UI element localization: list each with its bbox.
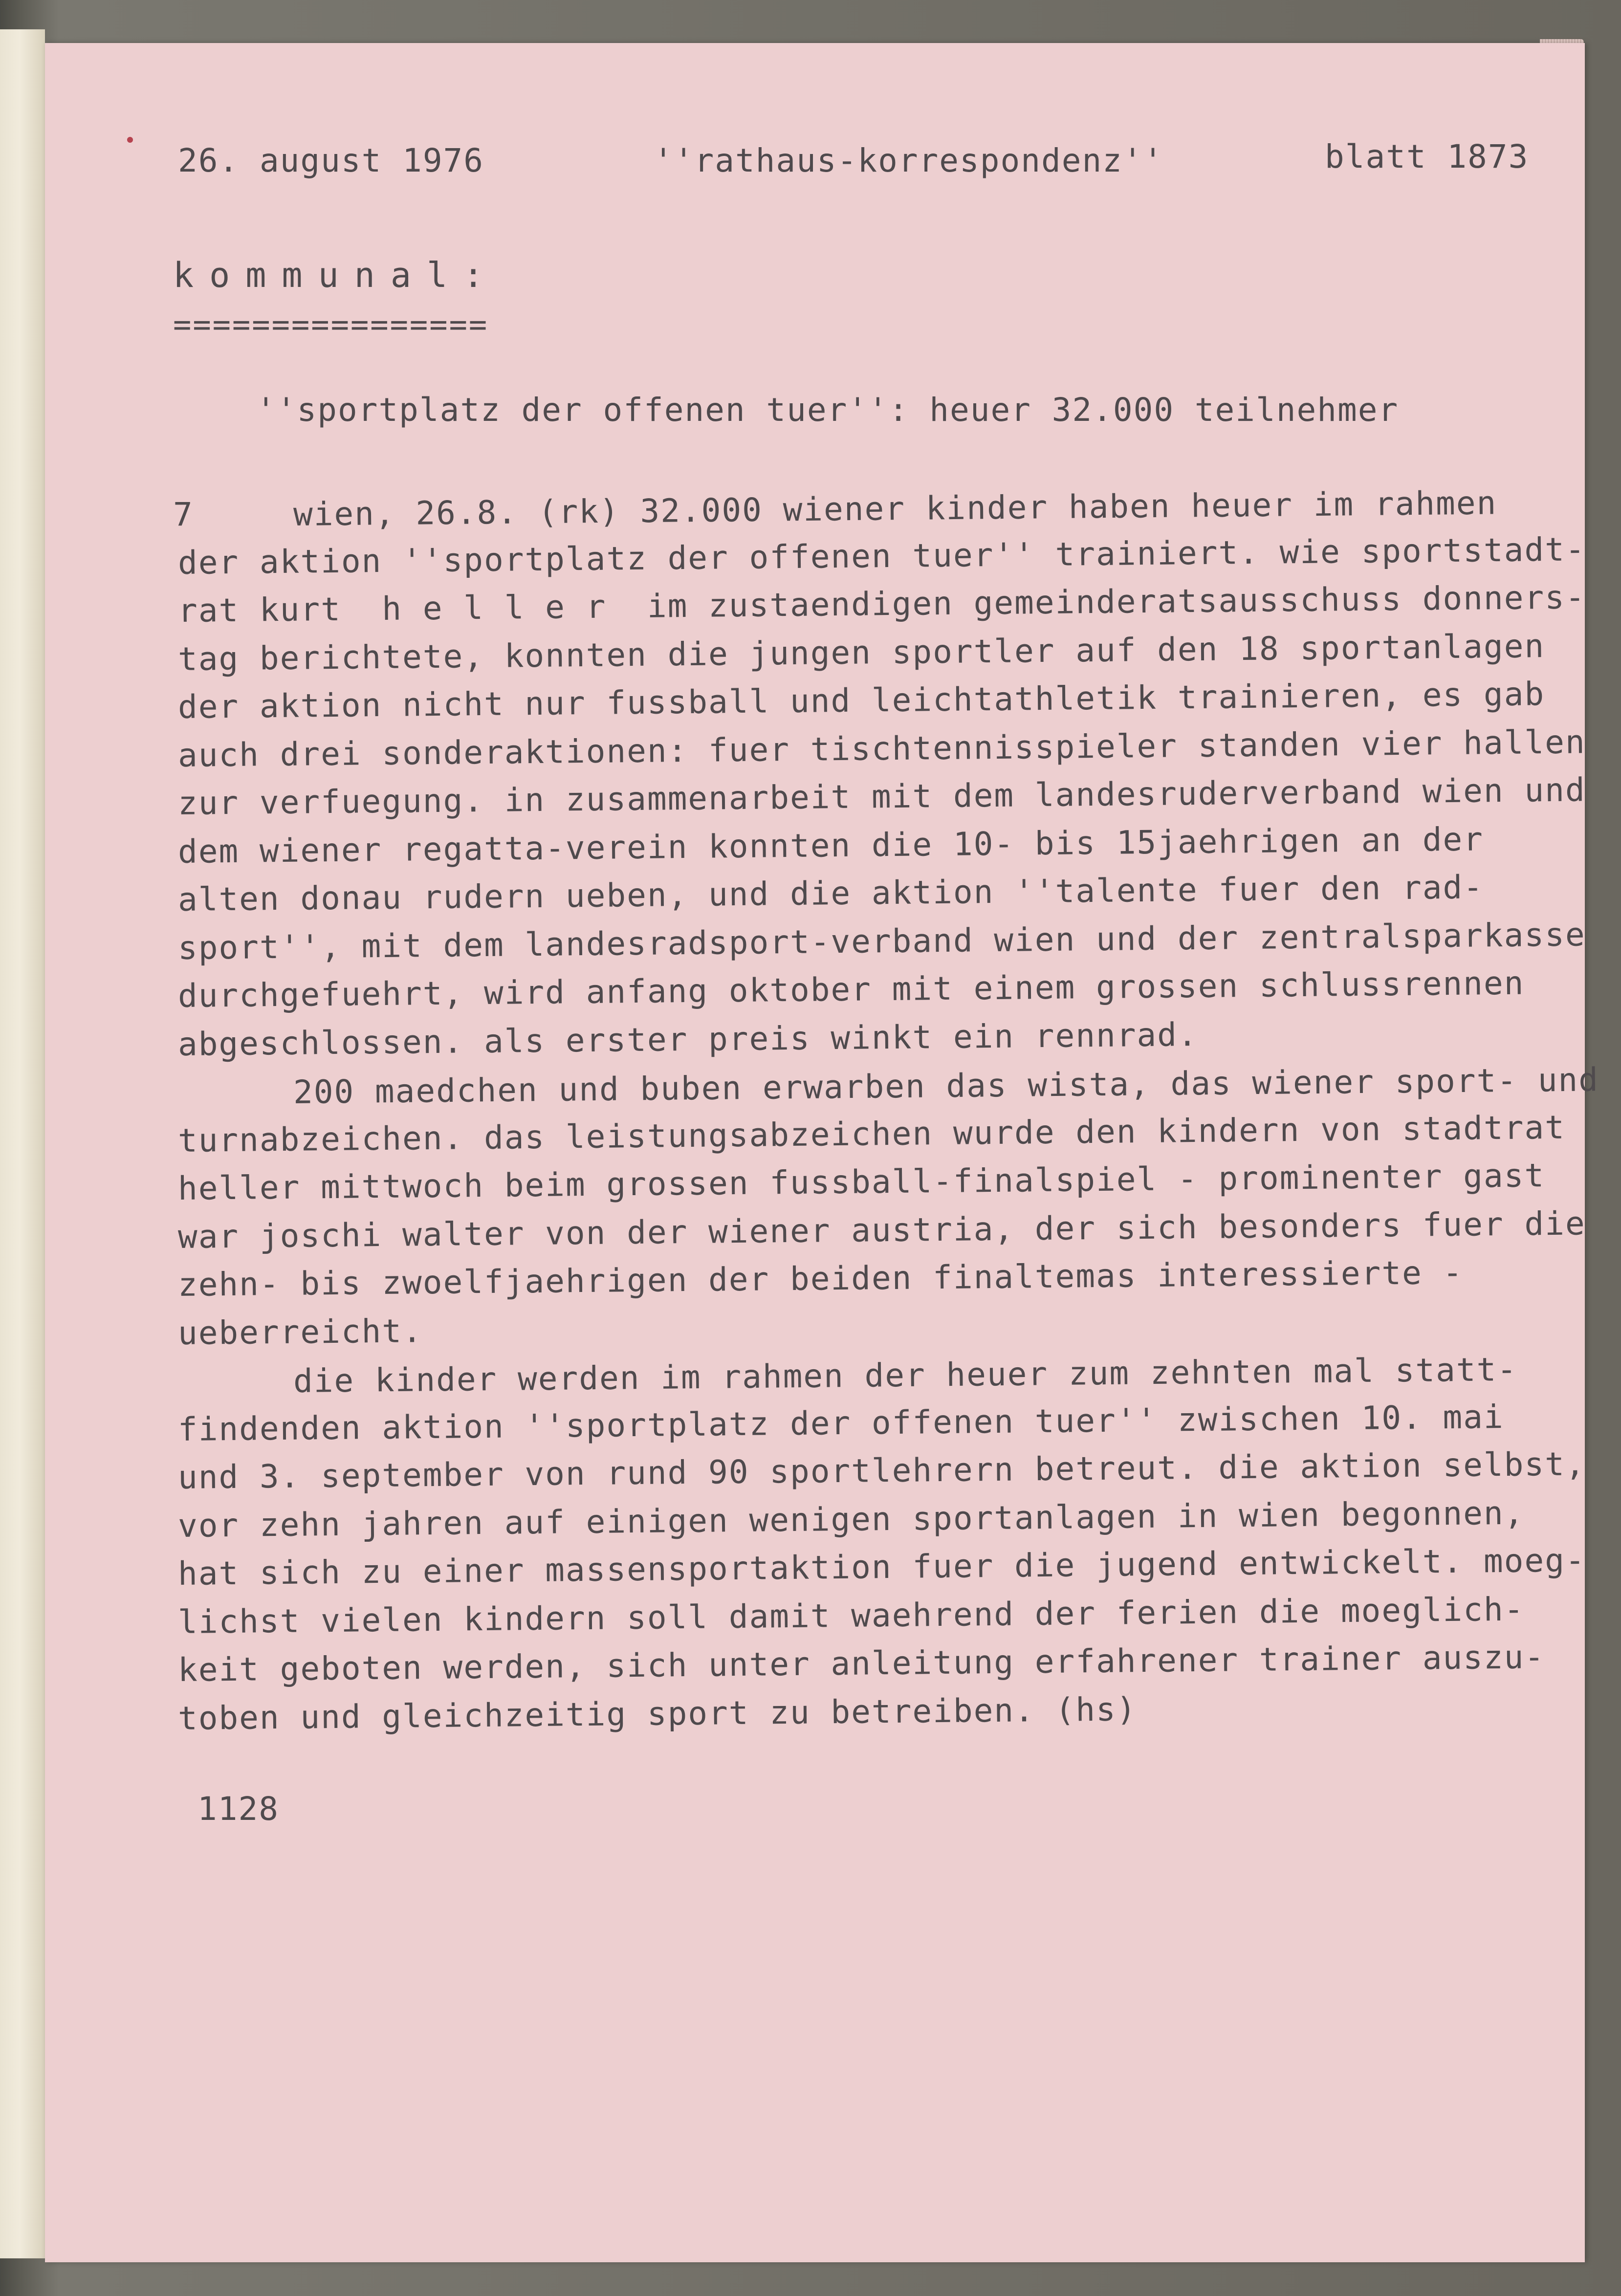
article-number: 7 xyxy=(173,496,194,533)
article-line: durchgefuehrt, wird anfang oktober mit einem grossen schlussrennen xyxy=(177,964,1525,1015)
article-line: 200 maedchen und buben erwarben das wista, das wiener sport- und xyxy=(293,1061,1599,1111)
article-line: alten donau rudern ueben, und die aktion ''talente fuer den rad- xyxy=(177,868,1484,918)
footer-code: 1128 xyxy=(197,1790,279,1828)
facing-page-edge xyxy=(0,29,45,2258)
article-line: toben und gleichzeitig sport zu betreiben. (hs) xyxy=(177,1690,1137,1737)
article-line: auch drei sonderaktionen: fuer tischtennisspieler standen vier hallen xyxy=(177,722,1586,774)
article-line: abgeschlossen. als erster preis winkt ein rennrad. xyxy=(177,1015,1199,1063)
article-line: war joschi walter von der wiener austria, der sich besonders fuer die xyxy=(177,1204,1586,1256)
article-line: heller mittwoch beim grossen fussball-finalspiel - prominenter gast xyxy=(177,1157,1545,1207)
article-line: wien, 26.8. (rk) 32.000 wiener kinder haben heuer im rahmen xyxy=(293,484,1497,533)
header-source: ''rathaus-korrespondenz'' xyxy=(654,142,1164,179)
article-line: keit geboten werden, sich unter anleitung erfahrener trainer auszu- xyxy=(177,1638,1545,1689)
article-line: der aktion nicht nur fussball und leichtathletik trainieren, es gab xyxy=(177,675,1545,726)
article-title: ''sportplatz der offenen tuer'': heuer 32.000 teilnehmer xyxy=(256,391,1399,429)
article-line: und 3. september von rund 90 sportlehrern betreut. die aktion selbst, xyxy=(177,1445,1586,1496)
article-line: zur verfuegung. in zusammenarbeit mit dem landesruderverband wien und xyxy=(177,771,1586,822)
article-line: turnabzeichen. das leistungsabzeichen wurde den kindern von stadtrat xyxy=(177,1108,1566,1159)
article-line: vor zehn jahren auf einigen wenigen sportanlagen in wien begonnen, xyxy=(177,1494,1525,1545)
article-line: der aktion ''sportplatz der offenen tuer'' trainiert. wie sportstadt- xyxy=(177,530,1586,582)
header-date: 26. august 1976 xyxy=(178,142,484,179)
section-heading: kommunal: xyxy=(173,255,500,295)
article-line: lichst vielen kindern soll damit waehrend der ferien die moeglich- xyxy=(177,1590,1525,1641)
document-page xyxy=(45,43,1599,2262)
article-line: die kinder werden im rahmen der heuer zum zehnten mal statt- xyxy=(293,1350,1518,1400)
article-line: zehn- bis zwoelfjaehrigen der beiden finaltemas interessierte - xyxy=(177,1253,1464,1304)
section-underline: ================ xyxy=(173,306,489,342)
article-line: sport'', mit dem landesradsport-verband wien und der zentralsparkasse xyxy=(177,915,1586,967)
article-line: findenden aktion ''sportplatz der offenen tuer'' zwischen 10. mai xyxy=(177,1398,1505,1448)
article-line: ueberreicht. xyxy=(177,1312,423,1352)
header-page-number: blatt 1873 xyxy=(1325,138,1529,175)
article-line: dem wiener regatta-verein konnten die 10- bis 15jaehrigen an der xyxy=(177,820,1484,871)
article-line: tag berichtete, konnten die jungen sportler auf den 18 sportanlagen xyxy=(177,627,1545,678)
article-line: rat kurt h e l l e r im zustaendigen gemeinderatsausschuss donners- xyxy=(177,578,1586,630)
ink-stain xyxy=(127,137,133,143)
article-line: hat sich zu einer massensportaktion fuer die jugend entwickelt. moeg- xyxy=(177,1541,1586,1593)
